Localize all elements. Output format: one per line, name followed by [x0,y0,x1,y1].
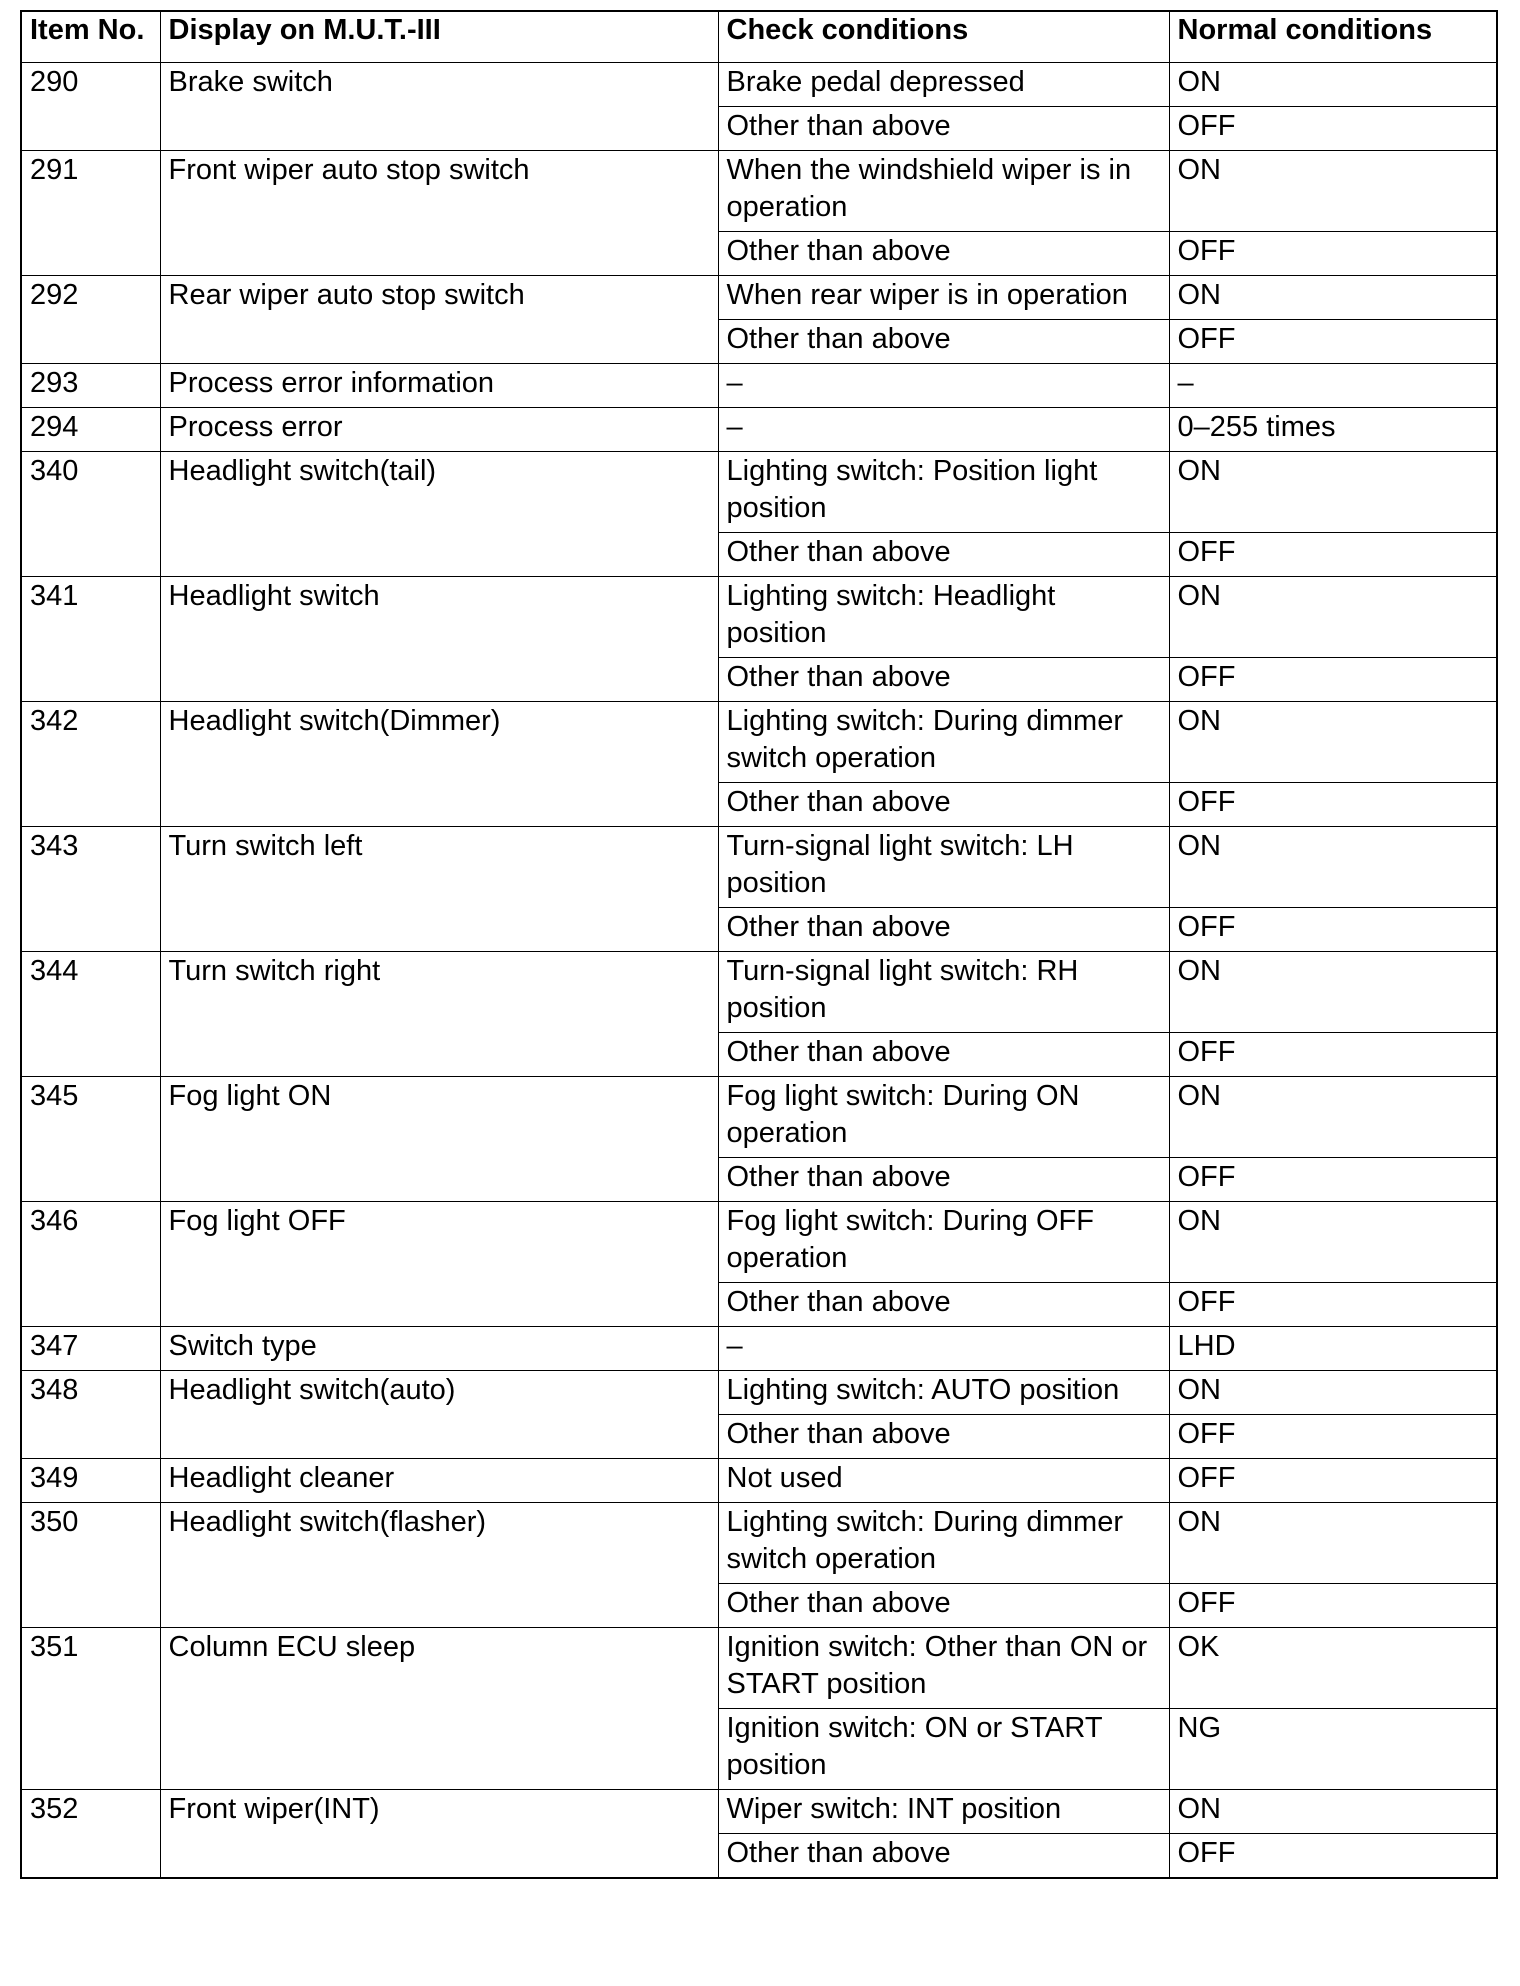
item-no-cell: 347 [21,1327,160,1371]
display-cell: Headlight switch(tail) [160,452,718,577]
table-row [21,1077,1497,1158]
check-condition-cell: Other than above [718,232,1169,276]
item-no-cell: 292 [21,276,160,364]
item-no-cell: 340 [21,452,160,577]
check-condition-cell: Lighting switch: During dimmer switch operation [718,1503,1169,1584]
normal-condition-cell: ON [1169,151,1497,232]
check-condition-cell: Turn-signal light switch: RH position [718,952,1169,1033]
display-cell: Turn switch left [160,827,718,952]
normal-condition-cell: ON [1169,1077,1497,1158]
item-no-cell: 290 [21,63,160,151]
check-condition-cell: Other than above [718,1415,1169,1459]
item-no-cell: 350 [21,1503,160,1628]
table-row [21,702,1497,783]
check-condition-cell: Other than above [718,908,1169,952]
normal-condition-cell: OFF [1169,783,1497,827]
table-row [21,1790,1497,1834]
normal-condition-cell: ON [1169,276,1497,320]
normal-condition-cell: ON [1169,1371,1497,1415]
table-row [21,364,1497,408]
item-no-cell: 343 [21,827,160,952]
table-row [21,952,1497,1033]
check-condition-cell: When rear wiper is in operation [718,276,1169,320]
normal-condition-cell: OFF [1169,1584,1497,1628]
header-item-no: Item No. [21,11,160,63]
table-row [21,408,1497,452]
table-row [21,452,1497,533]
display-cell: Rear wiper auto stop switch [160,276,718,364]
check-condition-cell: – [718,364,1169,408]
table-row [21,1459,1497,1503]
item-no-cell: 342 [21,702,160,827]
display-cell: Turn switch right [160,952,718,1077]
check-condition-cell: Ignition switch: ON or START position [718,1709,1169,1790]
normal-condition-cell: – [1169,364,1497,408]
normal-condition-cell: ON [1169,577,1497,658]
check-condition-cell: Other than above [718,658,1169,702]
item-no-cell: 348 [21,1371,160,1459]
display-cell: Switch type [160,1327,718,1371]
normal-condition-cell: ON [1169,1503,1497,1584]
normal-condition-cell: ON [1169,702,1497,783]
check-condition-cell: Ignition switch: Other than ON or START position [718,1628,1169,1709]
normal-condition-cell: OFF [1169,658,1497,702]
normal-condition-cell: OFF [1169,1283,1497,1327]
normal-condition-cell: ON [1169,452,1497,533]
item-no-cell: 345 [21,1077,160,1202]
table-row [21,151,1497,232]
check-condition-cell: Other than above [718,1283,1169,1327]
table-row [21,63,1497,107]
display-cell: Front wiper auto stop switch [160,151,718,276]
item-no-cell: 293 [21,364,160,408]
item-no-cell: 352 [21,1790,160,1879]
normal-condition-cell: OFF [1169,1459,1497,1503]
display-cell: Brake switch [160,63,718,151]
check-condition-cell: Fog light switch: During ON operation [718,1077,1169,1158]
item-no-cell: 291 [21,151,160,276]
display-cell: Headlight switch [160,577,718,702]
display-cell: Headlight switch(flasher) [160,1503,718,1628]
table-body [21,63,1497,1879]
check-condition-cell: – [718,1327,1169,1371]
table-row [21,577,1497,658]
header-row [21,11,1497,63]
display-cell: Process error information [160,364,718,408]
item-no-cell: 344 [21,952,160,1077]
table-row [21,827,1497,908]
display-cell: Fog light OFF [160,1202,718,1327]
normal-condition-cell: LHD [1169,1327,1497,1371]
normal-condition-cell: OFF [1169,1033,1497,1077]
table-row [21,1628,1497,1709]
check-condition-cell: Other than above [718,533,1169,577]
table-row [21,1503,1497,1584]
item-no-cell: 351 [21,1628,160,1790]
normal-condition-cell: ON [1169,63,1497,107]
check-condition-cell: – [718,408,1169,452]
normal-condition-cell: ON [1169,827,1497,908]
normal-condition-cell: ON [1169,1202,1497,1283]
item-no-cell: 294 [21,408,160,452]
table-row [21,1327,1497,1371]
check-condition-cell: Other than above [718,320,1169,364]
normal-condition-cell: OFF [1169,1158,1497,1202]
normal-condition-cell: OFF [1169,1834,1497,1879]
display-cell: Headlight switch(Dimmer) [160,702,718,827]
item-no-cell: 349 [21,1459,160,1503]
normal-condition-cell: OFF [1169,908,1497,952]
display-cell: Headlight cleaner [160,1459,718,1503]
normal-condition-cell: 0–255 times [1169,408,1497,452]
check-condition-cell: Other than above [718,107,1169,151]
table-row [21,1202,1497,1283]
check-condition-cell: Lighting switch: During dimmer switch operation [718,702,1169,783]
check-condition-cell: Lighting switch: AUTO position [718,1371,1169,1415]
check-condition-cell: Other than above [718,1033,1169,1077]
header-check-conditions: Check conditions [718,11,1169,63]
normal-condition-cell: ON [1169,1790,1497,1834]
item-no-cell: 341 [21,577,160,702]
check-condition-cell: Turn-signal light switch: LH position [718,827,1169,908]
check-condition-cell: Fog light switch: During OFF operation [718,1202,1169,1283]
table-row [21,276,1497,320]
data-monitor-table [20,10,1498,1879]
header-display: Display on M.U.T.-III [160,11,718,63]
normal-condition-cell: OK [1169,1628,1497,1709]
check-condition-cell: Brake pedal depressed [718,63,1169,107]
check-condition-cell: Wiper switch: INT position [718,1790,1169,1834]
display-cell: Column ECU sleep [160,1628,718,1790]
normal-condition-cell: ON [1169,952,1497,1033]
normal-condition-cell: OFF [1169,107,1497,151]
header-normal-conditions: Normal conditions [1169,11,1497,63]
normal-condition-cell: OFF [1169,533,1497,577]
item-no-cell: 346 [21,1202,160,1327]
display-cell: Front wiper(INT) [160,1790,718,1879]
display-cell: Fog light ON [160,1077,718,1202]
check-condition-cell: Other than above [718,1584,1169,1628]
check-condition-cell: Not used [718,1459,1169,1503]
check-condition-cell: Other than above [718,1158,1169,1202]
check-condition-cell: Other than above [718,1834,1169,1879]
display-cell: Headlight switch(auto) [160,1371,718,1459]
check-condition-cell: When the windshield wiper is in operation [718,151,1169,232]
normal-condition-cell: OFF [1169,320,1497,364]
check-condition-cell: Lighting switch: Headlight position [718,577,1169,658]
normal-condition-cell: NG [1169,1709,1497,1790]
check-condition-cell: Other than above [718,783,1169,827]
table-row [21,1371,1497,1415]
check-condition-cell: Lighting switch: Position light position [718,452,1169,533]
normal-condition-cell: OFF [1169,232,1497,276]
normal-condition-cell: OFF [1169,1415,1497,1459]
display-cell: Process error [160,408,718,452]
